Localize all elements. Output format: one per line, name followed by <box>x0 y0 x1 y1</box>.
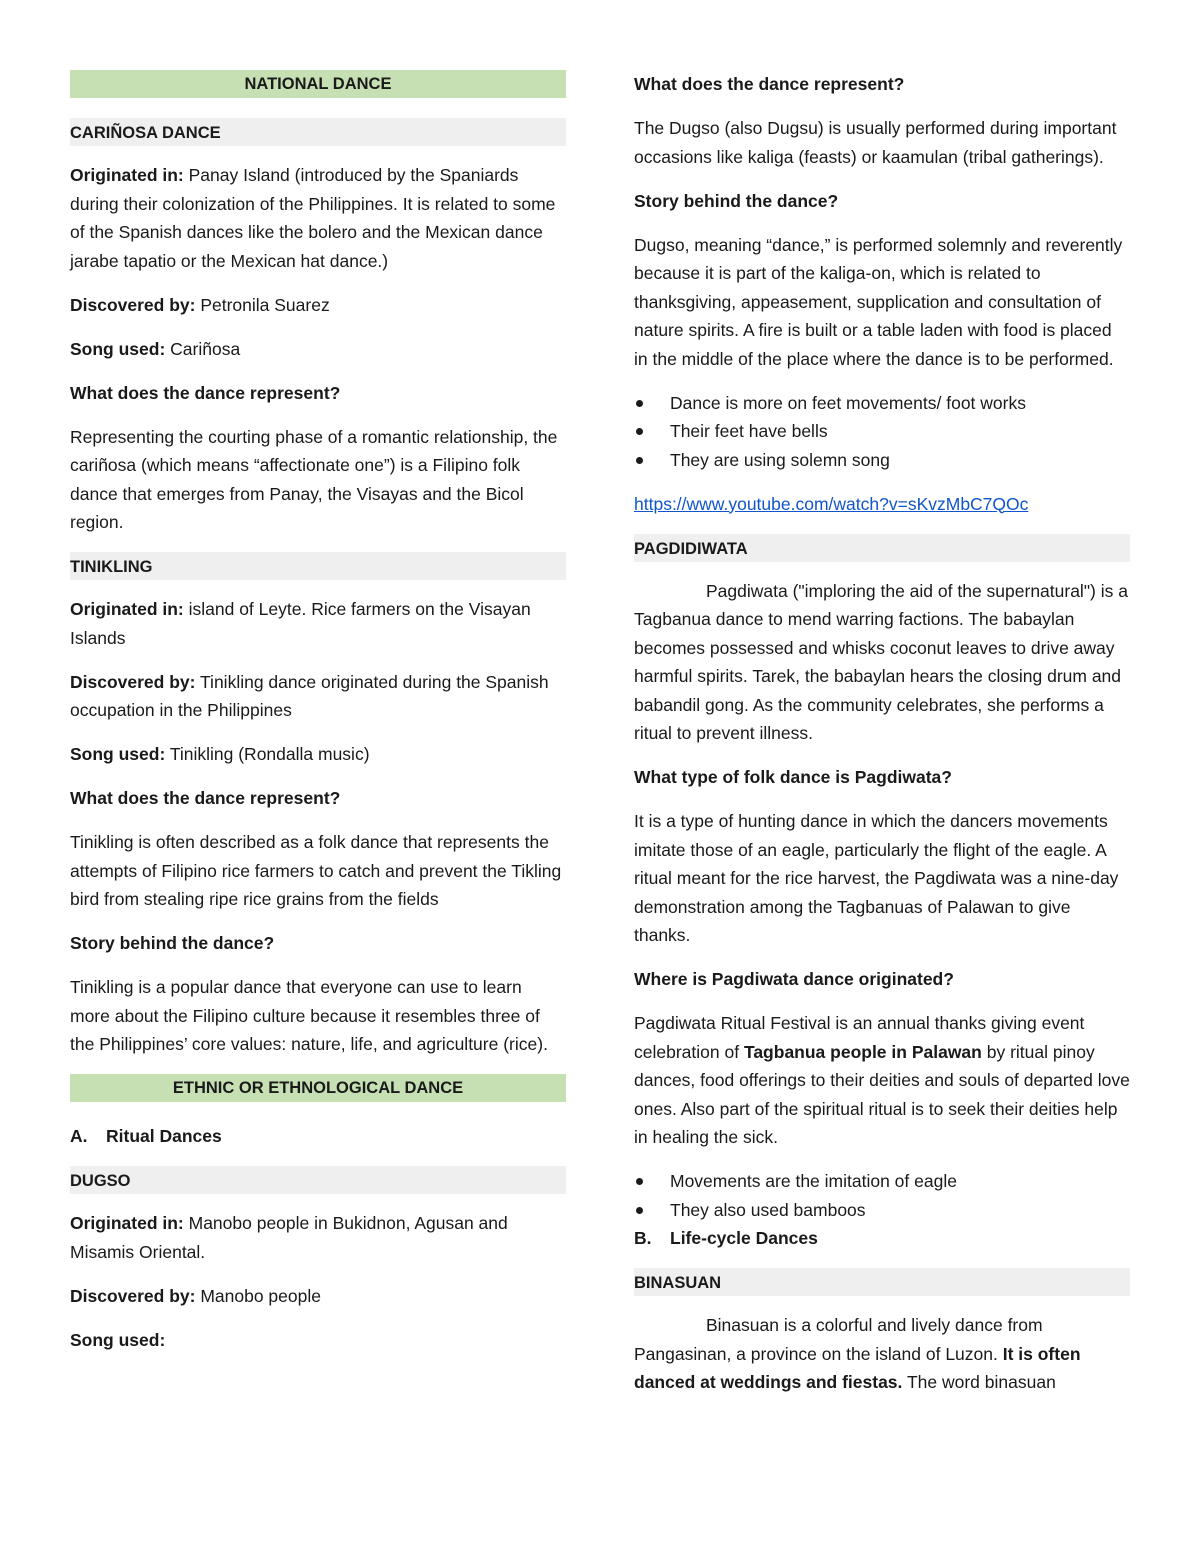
carinosa-song: Song used: Cariñosa <box>70 338 241 359</box>
dugso-song <box>70 1326 566 1355</box>
carinosa-originated: Originated in: Panay Island (introduced by the Spaniards during their colonization of the Philippines. It is related to some of the Spanish dances like the bolero and the Mexican dance jarabe tapatio or the Mexican hat dance.) <box>70 165 556 271</box>
dugso-represent-answer: The Dugso (also Dugsu) is usually performed during important occasions like kaliga (feasts) or kaamulan (tribal gatherings). <box>634 118 1117 167</box>
list-marker: A. <box>70 1126 88 1146</box>
carinosa-discovered: Discovered by: Petronila Suarez <box>70 294 330 315</box>
originated-label: Originated in: <box>70 599 184 619</box>
list-item: They also used bamboos <box>634 1196 1130 1225</box>
originated-label: Originated in: <box>70 165 184 185</box>
national-dance-banner: NATIONAL DANCE <box>70 70 566 98</box>
originated-label: Originated in: <box>70 1213 184 1233</box>
binasuan-heading: BINASUAN <box>634 1268 1130 1296</box>
discovered-label: Discovered by: <box>70 1285 196 1306</box>
discovered-label: Discovered by: <box>70 294 196 315</box>
pagdidiwata-type-answer: It is a type of hunting dance in which the dancers movements imitate those of an eagle, particularly the flight of the eagle. A ritual meant for the rice harvest, the Pagdiwata was a nine-day demonstration among the Tagbanuas of Palawan to give thanks. <box>634 811 1119 945</box>
song-label: Song used: <box>70 338 166 359</box>
pagdidiwata-type-question: What type of folk dance is Pagdiwata? <box>634 767 952 787</box>
dugso-heading: DUGSO <box>70 1166 566 1194</box>
list-marker: B. <box>634 1228 652 1248</box>
dugso-story-answer: Dugso, meaning “dance,” is performed solemnly and reverently because it is part of the kaliga-on, which is related to thanksgiving, appeasement, supplication and consultation of nature spirits. A fire is built or a table laden with food is placed in the middle of the place where the dance is to be performed. <box>634 234 1123 369</box>
binasuan-intro: Binasuan is a colorful and lively dance from Pangasinan, a province on the island of Luzon. It is often danced at weddings and fiestas. The word binasuan <box>634 1315 1081 1392</box>
dugso-bullet-list <box>634 389 1130 475</box>
list-item: Dance is more on feet movements/ foot works <box>634 389 1130 418</box>
dugso-video-link-line <box>634 490 1130 519</box>
pagdidiwata-heading: PAGDIDIWATA <box>634 534 1130 562</box>
tinikling-heading: TINIKLING <box>70 552 566 580</box>
carinosa-represent-answer: Representing the courting phase of a romantic relationship, the cariñosa (which means “affectionate one”) is a Filipino folk dance that emerges from Panay, the Visayas and the Bicol region. <box>70 426 558 532</box>
list-item: Movements are the imitation of eagle <box>634 1167 1130 1196</box>
dugso-story-question: Story behind the dance? <box>634 190 839 211</box>
left-column <box>70 70 566 1370</box>
list-item: Their feet have bells <box>634 417 1130 446</box>
tinikling-represent-question: What does the dance represent? <box>70 788 341 808</box>
dugso-originated: Originated in: Manobo people in Bukidnon, Agusan and Misamis Oriental. <box>70 1213 508 1262</box>
pagdidiwata-where-question: Where is Pagdiwata dance originated? <box>634 969 954 989</box>
youtube-link[interactable]: https://www.youtube.com/watch?v=sKvzMbC7QOc <box>634 493 1029 514</box>
pagdidiwata-intro: Pagdiwata ("imploring the aid of the supernatural") is a Tagbanua dance to mend warring factions. The babaylan becomes possessed and whisks coconut leaves to drive away harmful spirits. Tarek, the babaylan hears the closing drum and babandil gong. As the community celebrates, she performs a ritual to prevent illness. <box>634 580 1128 743</box>
song-label: Song used: <box>70 744 166 764</box>
tinikling-story-question: Story behind the dance? <box>70 933 275 953</box>
tinikling-song: Song used: Tinikling (Rondalla music) <box>70 744 370 764</box>
tinikling-discovered: Discovered by: Tinikling dance originated during the Spanish occupation in the Philippines <box>70 671 549 720</box>
ritual-dances-item: A. Ritual Dances <box>70 1122 566 1151</box>
carinosa-heading: CARIÑOSA DANCE <box>70 118 566 146</box>
dugso-represent-question: What does the dance represent? <box>634 74 905 94</box>
pagdidiwata-bullet-list <box>634 1167 1130 1224</box>
discovered-label: Discovered by: <box>70 671 196 692</box>
list-item: They are using solemn song <box>634 446 1130 475</box>
tinikling-originated: Originated in: island of Leyte. Rice farmers on the Visayan Islands <box>70 599 531 648</box>
tinikling-represent-answer: Tinikling is often described as a folk dance that represents the attempts of Filipino rice farmers to catch and prevent the Tikling bird from stealing ripe rice grains from the fields <box>70 832 562 909</box>
pagdidiwata-where-answer: Pagdiwata Ritual Festival is an annual thanks giving event celebration of Tagbanua people in Palawan by ritual pinoy dances, food offerings to their deities and souls of departed love ones. Also part of the spiritual ritual is to seek their deities help in healing the sick. <box>634 1013 1130 1147</box>
carinosa-represent-question: What does the dance represent? <box>70 382 341 403</box>
tinikling-story-answer: Tinikling is a popular dance that everyone can use to learn more about the Filipino culture because it resembles three of the Philippines’ core values: nature, life, and agriculture (rice). <box>70 977 548 1054</box>
song-label: Song used: <box>70 1329 166 1350</box>
ethnic-dance-banner: ETHNIC OR ETHNOLOGICAL DANCE <box>70 1074 566 1102</box>
life-cycle-dances-item: B. Life-cycle Dances <box>634 1224 1130 1253</box>
dugso-discovered: Discovered by: Manobo people <box>70 1285 321 1306</box>
right-column <box>634 70 1130 1412</box>
